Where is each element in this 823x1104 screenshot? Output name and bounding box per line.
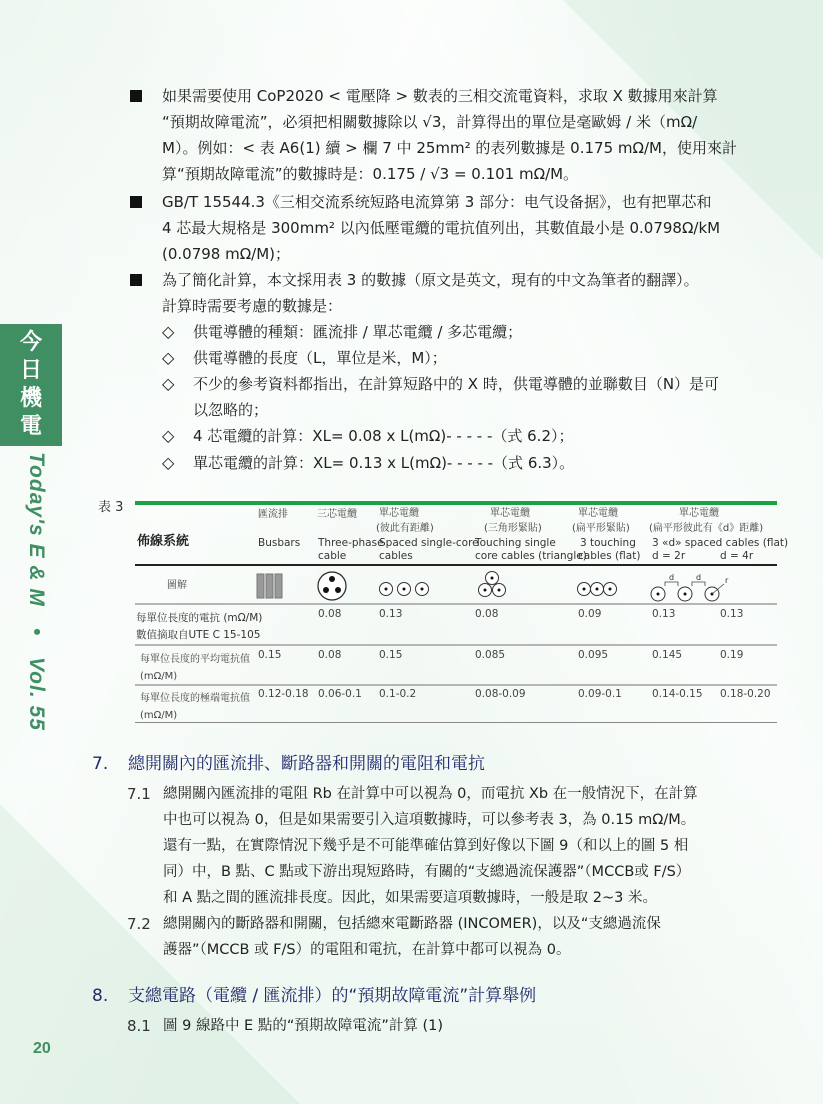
column-header-en: cables [379,550,413,562]
magazine-logo-block [0,324,62,446]
column-header-en: Busbars [258,537,301,549]
column-header-cn: 單芯電纜 [679,508,719,519]
table-row-rule [135,644,777,646]
table-row-rule [135,684,777,686]
table-cell: 0.095 [578,649,609,661]
column-header-cn2: (三角形緊貼) [484,523,542,534]
table-cell: 0.13 [720,608,744,620]
column-header-en: cables (flat) [578,550,641,562]
table-cell: 0.1-0.2 [379,688,417,700]
section-number: 7. [92,754,109,774]
table-cell: 0.15 [258,649,282,661]
bullet-2-line: GB/T 15544.3《三相交流系统短路电流算第 3 部分：电气设备据》，也有把單芯和 [162,193,712,211]
table-cell: 0.085 [475,649,506,661]
row-label: 每單位長度的電抗 (mΩ/M) [136,612,263,624]
column-header-en: cable [318,550,347,562]
paragraph-line: 護器”（MCCB 或 F/S）的電阻和電抗，在計算中都可以視為 0。 [163,942,571,958]
subsection-number: 7.2 [127,915,151,933]
column-header-en: Three-phase [318,537,384,549]
r-label: r [725,576,729,585]
row-label: (mΩ/M) [140,710,178,721]
table-cell: 0.18-0.20 [720,688,771,700]
table-header-rule [135,564,777,566]
column-header-cn2: (扁平形彼此有《d》距離) [649,523,764,534]
table-cell: 0.12-0.18 [258,688,309,700]
logo-char: 電 [19,414,42,439]
paragraph-line: 總開關內的斷路器和開關，包括總來電斷路器 (INCOMER)，以及“支總過流保 [163,916,661,932]
subsection-number: 8.1 [127,1017,151,1035]
paragraph-line: 中也可以視為 0，但是如果需要引入這項數據時，可以參考表 3，為 0.15 mΩ/M。 [163,812,696,828]
paragraph-line: 圖 9 線路中 E 點的“預期故障電流”計算 (1) [163,1018,443,1034]
flat-spaced-cables-d-icon [648,570,738,604]
logo-char: 機 [19,386,42,411]
square-bullet-icon [130,274,142,286]
table-top-bar [135,501,777,505]
paragraph-line: 總開關內匯流排的電阻 Rb 在計算中可以視為 0，而電抗 Xb 在一般情況下，在計算 [163,786,698,802]
column-header-cn: 單芯電纜 [379,508,419,519]
section-number: 8. [92,986,109,1006]
spaced-single-core-cables-icon [378,580,432,598]
d-label: d [696,573,702,582]
table-cell: 0.13 [379,608,403,620]
sub-column-header: d = 4r [720,550,754,562]
column-header-en: Spaced single-core [379,537,479,549]
magazine-en-name: Today's E & M [25,452,48,607]
paragraph-line: 和 A 點之間的匯流排長度。因此，如果需要這項數據時，一般是取 2~3 米。 [163,890,657,906]
subsection-number: 7.1 [127,785,151,803]
section-heading: 支總電路（電纜 / 匯流排）的“預期故障電流”計算舉例 [128,986,537,1006]
bullet-1-line: 算“預期故障電流”的數據時是：0.175 / √3 = 0.101 mΩ/M。 [162,165,579,183]
bullet-1-line: M）。例如：< 表 A6(1) 續 > 欄 7 中 25mm² 的表列數據是 0.175 mΩ/M，使用來計 [162,139,737,157]
sub-bullet-line: 以忽略的； [193,401,269,419]
diamond-bullet-icon: ◇ [162,374,175,393]
sub-column-header: d = 2r [652,550,686,562]
table-row-header: 佈線系統 [137,534,190,549]
column-header-cn: 三芯電纜 [317,509,357,520]
column-header-cn: 單芯電纜 [578,508,618,519]
table-cell: 0.145 [652,649,683,661]
column-header-cn: 匯流排 [258,509,288,520]
table-cell: 0.15 [379,649,403,661]
bullet-2-line: 4 芯最大規格是 300mm² 以內低壓電纜的電抗值列出，其數值最小是 0.0798Ω/kM [162,219,721,237]
illustration-label: 圖解 [167,580,187,591]
triangle-touching-cables-icon [476,570,508,600]
sub-bullet-line: 不少的參考資料都指出，在計算短路中的 X 時，供電導體的並聯數目（N）是可 [193,375,720,393]
table-bottom-rule [135,722,777,723]
column-header-cn2: (扁平形緊貼) [572,523,630,534]
section-heading: 總開關內的匯流排、斷路器和開關的電阻和電抗 [128,754,485,774]
row-label: (mΩ/M) [140,671,178,682]
bullet-3-line: 計算時需要考慮的數據是： [162,297,343,315]
table-cell: 0.08-0.09 [475,688,526,700]
sub-bullet-line: 供電導體的長度（L，單位是米，M）； [193,349,447,367]
square-bullet-icon [130,196,142,208]
formula-line: 4 芯電纜的計算：XL= 0.08 x L(mΩ)- - - - -（式 6.2）； [193,427,574,445]
magazine-running-title [18,452,48,731]
bullet-1-line: “預期故障電流”，必須把相關數據除以 √3，計算得出的單位是毫歐姆 / 米（mΩ/ [162,113,698,131]
diamond-bullet-icon: ◇ [162,322,175,341]
page-number: 20 [33,1040,51,1057]
table-row-rule [135,603,777,605]
flat-touching-cables-icon [576,580,620,598]
volume-label: Vol. 55 [25,656,48,731]
table-cell: 0.14-0.15 [652,688,703,700]
table-cell: 0.08 [318,608,342,620]
column-header-en: Touching single [475,537,556,549]
column-header-cn: 單芯電纜 [490,508,530,519]
table-cell: 0.13 [652,608,676,620]
table-cell: 0.06-0.1 [318,688,362,700]
table-cell: 0.09-0.1 [578,688,622,700]
paragraph-line: 還有一點，在實際情況下幾乎是不可能準確估算到好像以下圖 9（和以上的圖 5 相 [163,838,689,854]
column-header-en: 3 «d» spaced cables (flat) [652,537,789,549]
diamond-bullet-icon: ◇ [162,453,175,472]
sub-bullet-line: 供電導體的種類：匯流排 / 單芯電纜 / 多芯電纜； [193,323,523,341]
bullet-1-line: 如果需要使用 CoP2020 < 電壓降 > 數表的三相交流電資料，求取 X 數據用來計算 [162,87,718,105]
busbars-icon [255,570,285,602]
logo-char: 日 [19,358,42,383]
table-cell: 0.09 [578,608,602,620]
diamond-bullet-icon: ◇ [162,426,175,445]
column-header-en: 3 touching [580,537,636,549]
column-header-en: core cables (triangle) [475,550,587,562]
column-header-cn2: (彼此有距離) [376,523,434,534]
row-label: 每單位長度的平均電抗值 [140,654,250,665]
logo-char: 今 [19,330,42,355]
formula-line: 單芯電纜的計算：XL= 0.13 x L(mΩ)- - - - -（式 6.3）。 [193,454,575,472]
row-label: 數值摘取自UTE C 15-105 [136,629,261,641]
table-cell: 0.08 [475,608,499,620]
square-bullet-icon [130,90,142,102]
diamond-bullet-icon: ◇ [162,348,175,367]
separator-dot: • [25,627,48,637]
bullet-3-line: 為了簡化計算，本文採用表 3 的數據（原文是英文，現有的中文為筆者的翻譯）。 [162,271,699,289]
table-label: 表 3 [98,500,124,515]
table-cell: 0.08 [318,649,342,661]
table-cell: 0.19 [720,649,744,661]
three-phase-cable-icon [316,570,348,602]
paragraph-line: 同）中，B 點、C 點或下游出現短路時，有關的“支總過流保護器”（MCCB或 F/S） [163,864,691,880]
d-label: d [669,573,675,582]
bullet-2-line: (0.0798 mΩ/M)； [162,245,291,263]
row-label: 每單位長度的極端電抗值 [140,693,250,704]
